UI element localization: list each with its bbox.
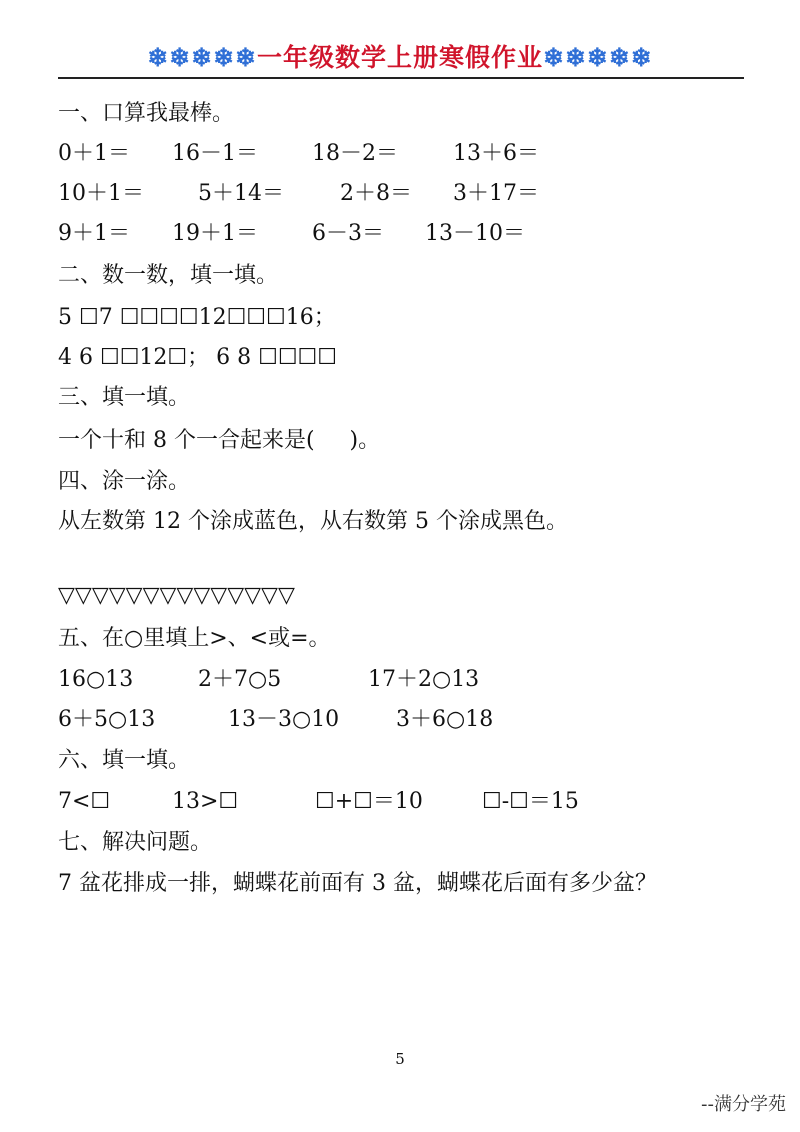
fill-blank-item: 7<☐ xyxy=(58,789,111,814)
watermark: --满分学苑 xyxy=(701,1094,786,1115)
calc-item: 10＋1＝ xyxy=(58,181,144,206)
compare-item: 16○13 xyxy=(58,667,134,692)
calc-item: 6－3＝ xyxy=(312,221,384,246)
calc-item: 5＋14＝ xyxy=(198,181,284,206)
section-5-heading: 五、在○里填上>、<或=。 xyxy=(58,626,331,651)
compare-item: 2＋7○5 xyxy=(198,667,282,692)
compare-item: 6＋5○13 xyxy=(58,707,156,732)
header-divider xyxy=(58,77,744,79)
calc-item: 18－2＝ xyxy=(312,141,398,166)
number-sequence-1: 5 ☐7 ☐☐☐☐12☐☐☐16； xyxy=(58,305,336,330)
calc-item: 19＋1＝ xyxy=(172,221,258,246)
compare-item: 17＋2○13 xyxy=(368,667,480,692)
fill-blank-item: 13>☐ xyxy=(172,789,239,814)
fill-blank-item: ☐-☐＝15 xyxy=(482,789,579,814)
section-6-heading: 六、填一填。 xyxy=(58,748,191,773)
calc-item: 0＋1＝ xyxy=(58,141,130,166)
section-2-heading: 二、数一数，填一填。 xyxy=(58,263,279,288)
section-1-heading: 一、口算我最棒。 xyxy=(58,101,235,126)
calc-item: 16－1＝ xyxy=(172,141,258,166)
number-sequence-2: 4 6 ☐☐12☐； 6 8 ☐☐☐☐ xyxy=(58,345,338,370)
page-number: 5 xyxy=(395,1050,405,1068)
calc-item: 2＋8＝ xyxy=(340,181,412,206)
section-3-heading: 三、填一填。 xyxy=(58,385,191,410)
fill-blank-item: ☐+☐＝10 xyxy=(315,789,423,814)
word-problem: 7 盆花排成一排，蝴蝶花前面有 3 盆，蝴蝶花后面有多少盆？ xyxy=(58,871,657,896)
compare-item: 3＋6○18 xyxy=(396,707,494,732)
coloring-instruction: 从左数第 12 个涂成蓝色，从右数第 5 个涂成黑色。 xyxy=(58,509,568,534)
calc-item: 13－10＝ xyxy=(425,221,525,246)
calc-item: 9＋1＝ xyxy=(58,221,130,246)
fill-in-question: 一个十和 8 个一合起来是( )。 xyxy=(58,428,381,453)
compare-item: 13－3○10 xyxy=(228,707,340,732)
snowflake-icons-left: ❄❄❄❄❄ xyxy=(147,43,257,72)
section-4-heading: 四、涂一涂。 xyxy=(58,469,191,494)
worksheet-title: 一年级数学上册寒假作业 xyxy=(256,43,543,72)
snowflake-icons-right: ❄❄❄❄❄ xyxy=(543,43,653,72)
triangle-row: ▽▽▽▽▽▽▽▽▽▽▽▽▽▽ xyxy=(58,583,295,608)
section-7-heading: 七、解决问题。 xyxy=(58,830,213,855)
calc-item: 13＋6＝ xyxy=(453,141,539,166)
worksheet-header xyxy=(0,38,800,74)
calc-item: 3＋17＝ xyxy=(453,181,539,206)
